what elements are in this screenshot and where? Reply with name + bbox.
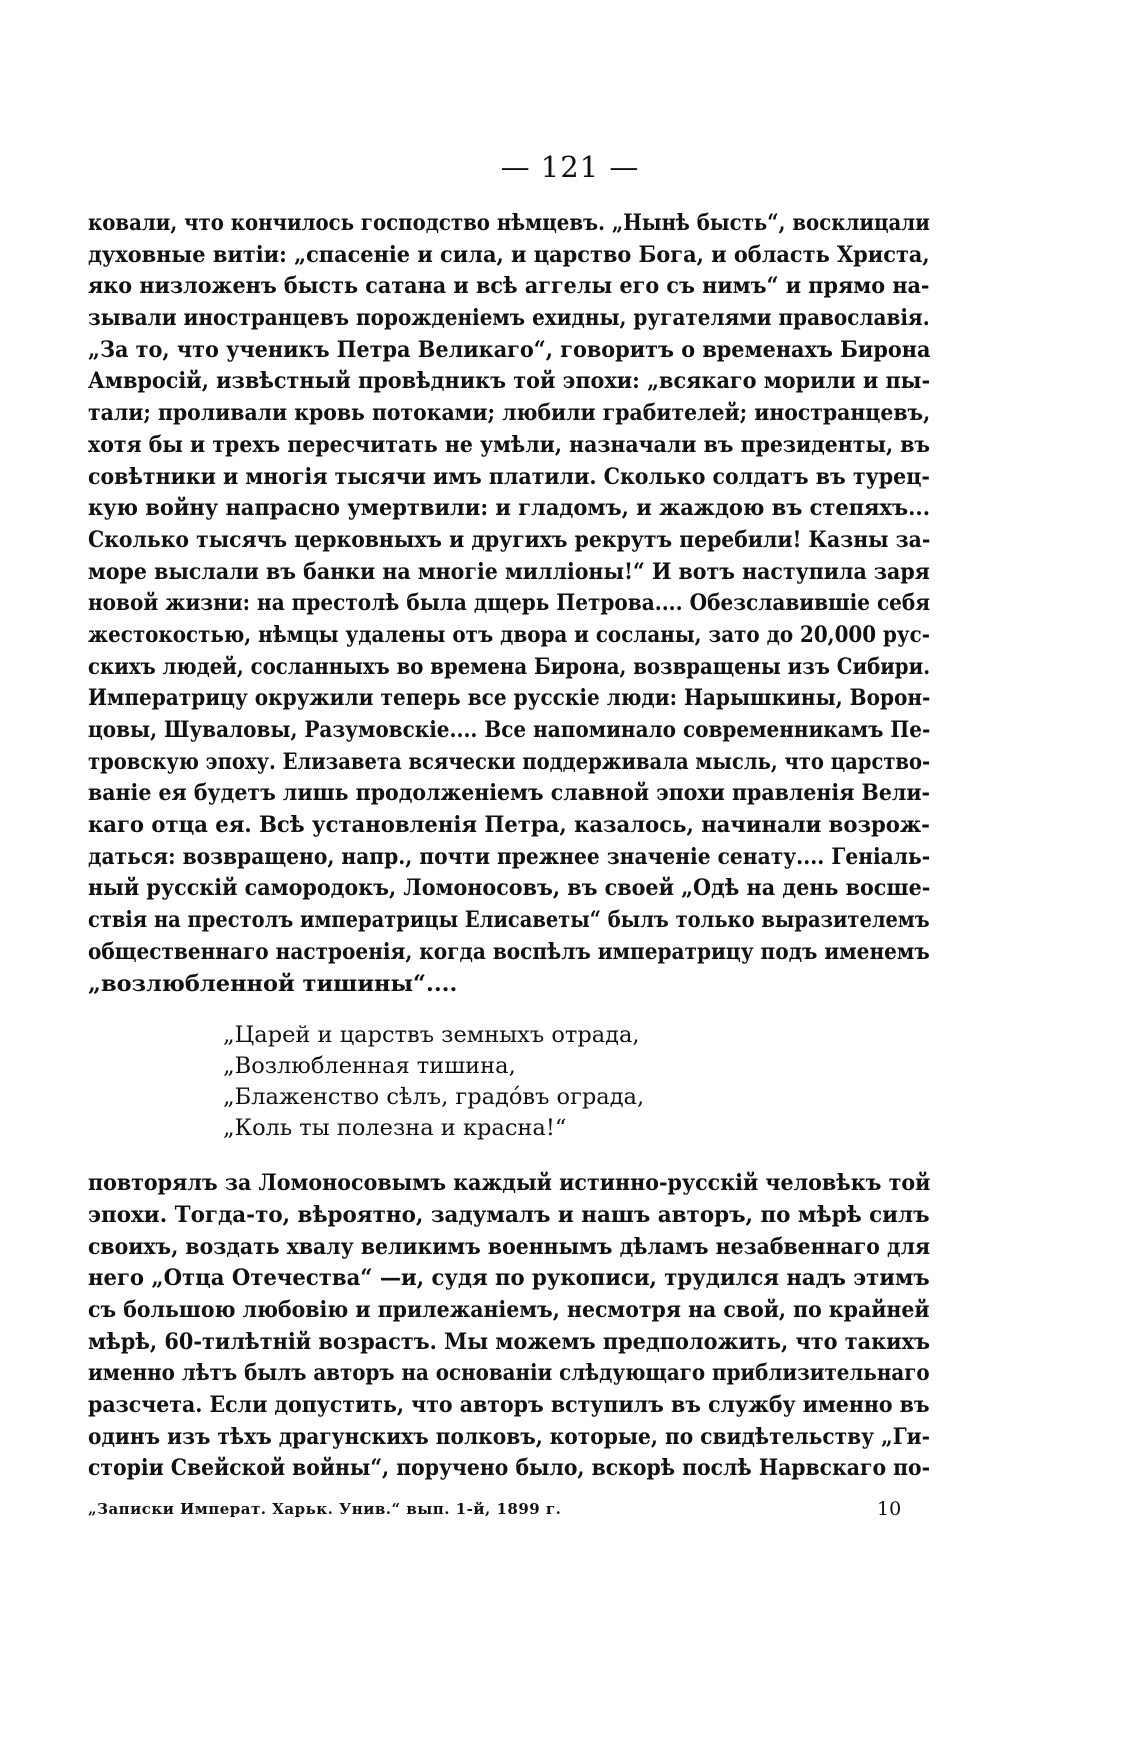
- text-line: новой жизни: на престолѣ была дщерь Петрова.... Обезславившіе себя: [88, 590, 931, 617]
- text-line: повторялъ за Ломоносовымъ каждый истинно-русскій человѣкъ той: [88, 1170, 931, 1197]
- text-line: тали; проливали кровь потоками; любили грабителей; иностранцевъ,: [88, 400, 931, 427]
- verse-line: „Блаженство сѣлъ, градо́въ ограда,: [223, 1084, 645, 1111]
- text-line: Императрицу окружили теперь все русскіе люди: Нарышкины, Ворон-: [88, 685, 931, 712]
- text-line: каго отца ея. Всѣ установленія Петра, казалось, начинали возрож-: [88, 812, 930, 839]
- text-line: съ большою любовію и прилежаніемъ, несмотря на свой, по крайней: [88, 1296, 930, 1323]
- text-line: „возлюбленной тишины“....: [88, 970, 458, 997]
- text-line: ный русскій самородокъ, Ломоносовъ, въ своей „Одѣ на день восше-: [88, 875, 931, 902]
- text-line: жестокостью, нѣмцы удалены отъ двора и сосланы, зато до 20,000 рус-: [88, 621, 930, 648]
- text-line: хотя бы и трехъ пересчитать не умѣли, назначали въ президенты, въ: [88, 431, 931, 458]
- text-line: ваніе ея будетъ лишь продолженіемъ славной эпохи правленія Вели-: [88, 780, 931, 807]
- text-line: духовные витіи: „спасеніе и сила, и царство Бога, и область Христа,: [88, 241, 930, 268]
- text-line: своихъ, воздать хвалу великимъ военнымъ дѣламъ незабвеннаго для: [88, 1233, 931, 1260]
- text-line: именно лѣтъ былъ авторъ на основаніи слѣдующаго приблизительнаго: [88, 1360, 930, 1387]
- text-line: Амвросій, извѣстный провѣдникъ той эпохи: „всякаго морили и пы-: [88, 368, 931, 395]
- text-line: общественнаго настроенія, когда воспѣлъ императрицу подъ именемъ: [88, 938, 930, 965]
- verse-quote: [223, 1020, 930, 1144]
- page-number: — 121 —: [500, 150, 640, 184]
- footer-publication-note: „Записки Императ. Харьк. Унив.“ вып. 1-й, 1899 г.: [88, 1500, 562, 1518]
- text-line: сторіи Свейской войны“, поручено было, вскорѣ послѣ Нарвскаго по-: [88, 1455, 931, 1482]
- text-line: ствія на престолъ императрицы Елисаветы“ былъ только выразителемъ: [88, 907, 930, 934]
- text-line: разсчета. Если допустить, что авторъ вступилъ въ службу именно въ: [88, 1392, 930, 1418]
- text-line: эпохи. Тогда-то, вѣроятно, задумалъ и нашъ авторъ, по мѣрѣ силъ: [88, 1201, 930, 1228]
- text-line: „За то, что ученикъ Петра Великаго“, говоритъ о временахъ Бирона: [88, 336, 931, 363]
- verse-line: „Царей и царствъ земныхъ отрада,: [223, 1022, 640, 1049]
- text-line: ковали, что кончилось господство нѣмцевъ. „Нынѣ бысть“, восклицали: [88, 210, 930, 236]
- text-line: зывали иностранцевъ порожденіемъ ехидны, ругателями православія.: [88, 305, 930, 332]
- footer-signature-mark: 10: [877, 1498, 902, 1520]
- paragraph-2: [88, 1168, 930, 1485]
- text-line: цовы, Шуваловы, Разумовскіе.... Все напоминало современникамъ Пе-: [88, 717, 931, 743]
- verse-line: „Возлюбленная тишина,: [223, 1053, 516, 1080]
- body-text: [88, 208, 930, 1485]
- text-line: Сколько тысячъ церковныхъ и другихъ рекрутъ перебили! Казны за-: [88, 526, 931, 553]
- text-line: мѣрѣ, 60-тилѣтній возрастъ. Мы можемъ предположить, что такихъ: [88, 1328, 930, 1355]
- text-line: совѣтники и многія тысячи имъ платили. Сколько солдатъ въ турец-: [88, 463, 930, 490]
- text-line: одинъ изъ тѣхъ драгунскихъ полковъ, которые, по свидѣтельству „Ги-: [88, 1423, 930, 1450]
- paragraph-1: [88, 208, 930, 1000]
- text-line: скихъ людей, сосланныхъ во времена Бирона, возвращены изъ Сибири.: [88, 653, 931, 680]
- text-line: яко низложенъ бысть сатана и всѣ аггелы его съ нимъ“ и прямо на-: [88, 273, 930, 300]
- text-line: тровскую эпоху. Елизавета всячески поддерживала мысль, что царство-: [88, 748, 931, 775]
- text-line: даться: возвращено, напр., почти прежнее значеніе сенату.... Геніаль-: [88, 843, 931, 870]
- text-line: море выслали въ банки на многіе милліоны!“ И вотъ наступила заря: [88, 558, 930, 585]
- text-line: кую войну напрасно умертвили: и гладомъ, и жаждою въ степяхъ...: [88, 495, 930, 522]
- text-line: него „Отца Отечества“ —и, судя по рукописи, трудился надъ этимъ: [88, 1265, 930, 1292]
- verse-line: „Коль ты полезна и красна!“: [223, 1115, 567, 1142]
